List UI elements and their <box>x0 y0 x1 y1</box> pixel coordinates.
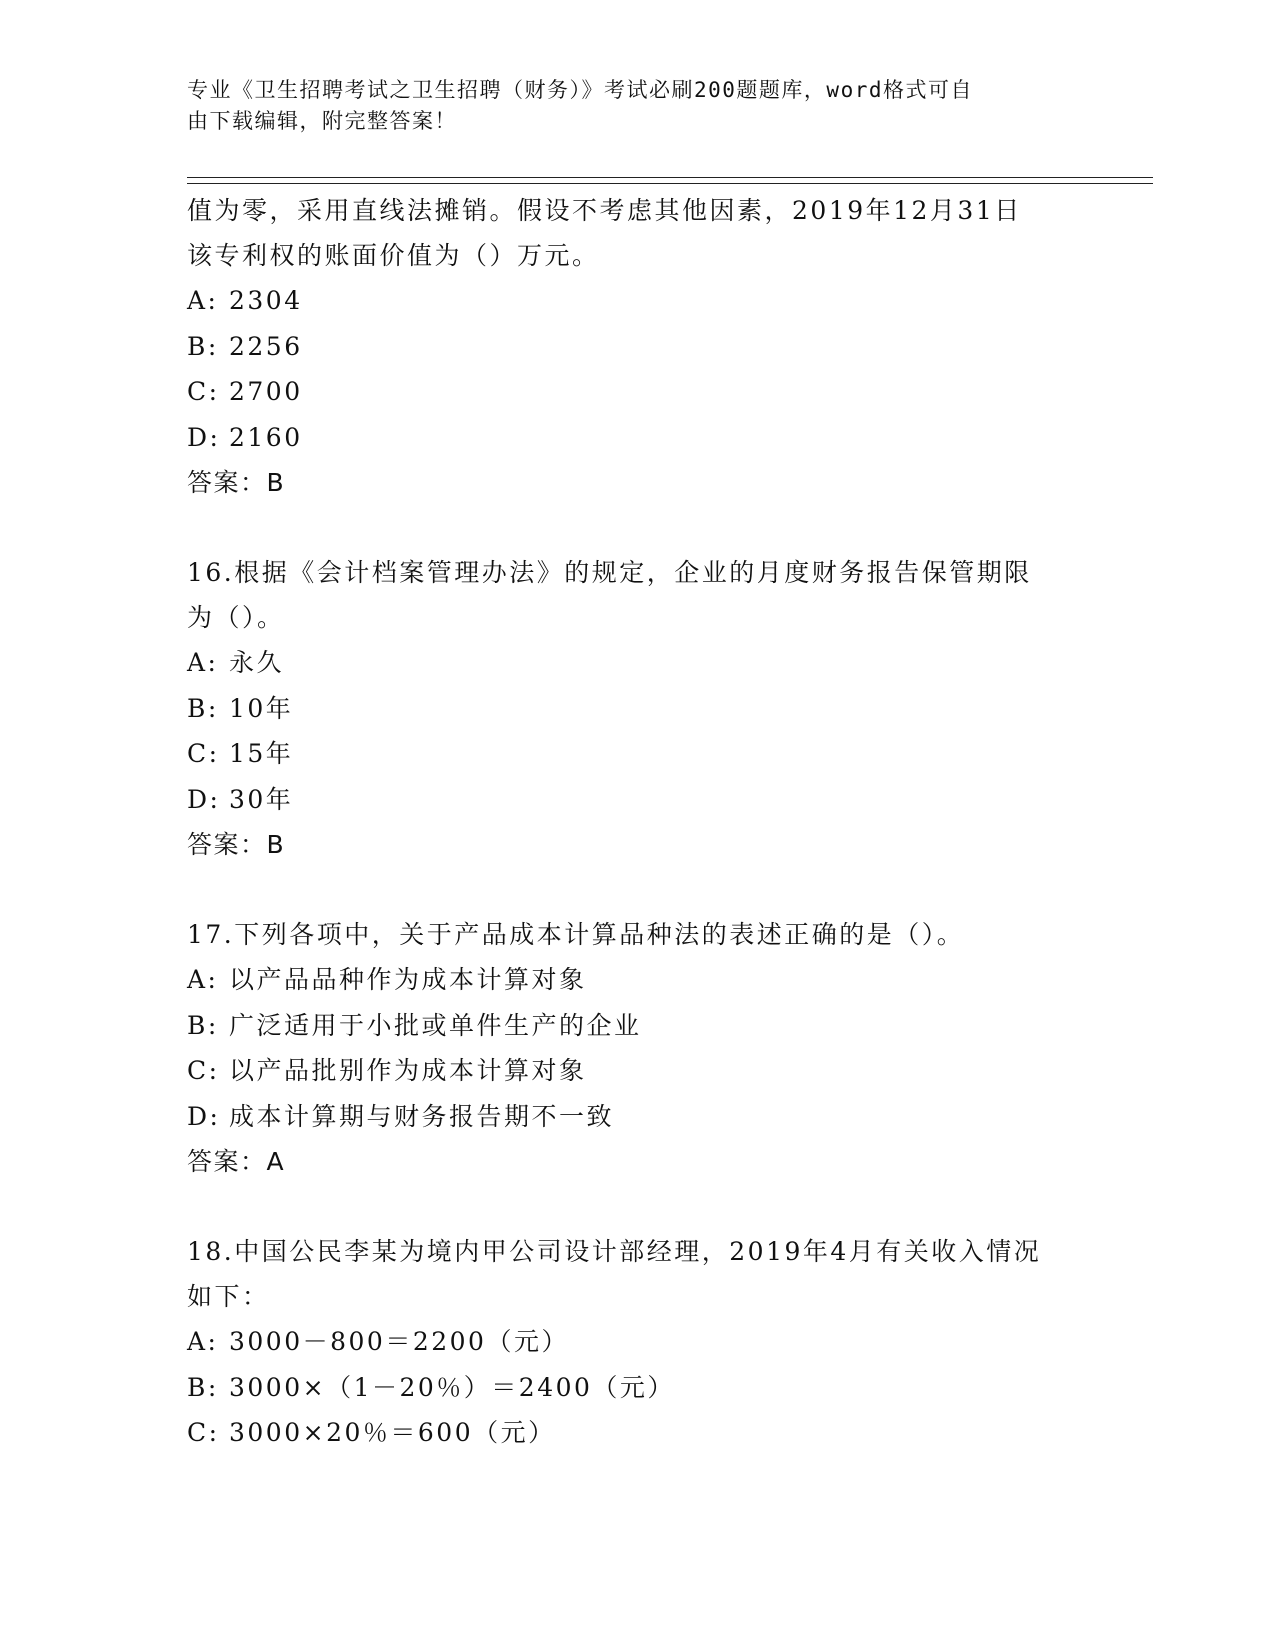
option-c <box>187 369 1087 415</box>
question-stem-line: 如下： <box>187 1282 270 1311</box>
option-text: 成本计算期与财务报告期不一致 <box>229 1101 615 1131</box>
document-header <box>187 75 1067 137</box>
option-text: 2304 <box>229 286 303 315</box>
header-divider-top <box>187 177 1153 178</box>
question-list <box>187 188 1087 1456</box>
question-stem-line: 为（）。 <box>187 603 285 632</box>
question-stem-line: 17.下列各项中，关于产品成本计算品种法的表述正确的是（）。 <box>187 920 965 949</box>
option-key: C: <box>187 739 220 768</box>
question-stem <box>187 188 1087 278</box>
question-stem <box>187 1229 1087 1319</box>
header-divider-bottom <box>187 183 1153 184</box>
option-b <box>187 1003 1087 1049</box>
option-text: 3000－800＝2200（元） <box>229 1327 569 1356</box>
option-c <box>187 1410 1087 1456</box>
option-b <box>187 1365 1087 1411</box>
option-c <box>187 731 1087 777</box>
question-stem <box>187 912 1087 957</box>
option-c <box>187 1048 1087 1094</box>
option-key: B: <box>187 693 219 723</box>
option-key: B: <box>187 1372 219 1402</box>
answer-line: 答案：A <box>187 1147 286 1176</box>
option-text: 以产品批别作为成本计算对象 <box>229 1056 587 1085</box>
question-stem-line: 值为零，采用直线法摊销。假设不考虑其他因素，2019年12月31日 <box>187 196 1022 225</box>
question-stem-line: 16.根据《会计档案管理办法》的规定，企业的月度财务报告保管期限 <box>187 558 1032 587</box>
option-text: 30年 <box>229 784 294 814</box>
header-title-line-1: 专业《卫生招聘考试之卫生招聘（财务）》考试必刷200题题库，word格式可自 <box>187 78 973 102</box>
option-key: C: <box>187 377 220 406</box>
question-block <box>187 1229 1087 1456</box>
question-stem-line: 18.中国公民李某为境内甲公司设计部经理，2019年4月有关收入情况 <box>187 1237 1042 1266</box>
option-a <box>187 278 1087 324</box>
option-text: 2256 <box>229 331 303 361</box>
option-text: 永久 <box>229 648 285 677</box>
option-key: D: <box>187 784 221 814</box>
option-text: 2160 <box>229 422 303 452</box>
option-a <box>187 957 1087 1003</box>
question-block <box>187 912 1087 1185</box>
option-key: A: <box>187 648 219 677</box>
option-b <box>187 686 1087 732</box>
option-text: 15年 <box>229 739 294 768</box>
answer-line: 答案：B <box>187 830 286 859</box>
header-title-line-2: 由下载编辑，附完整答案！ <box>187 109 457 133</box>
question-stem-line: 该专利权的账面价值为（）万元。 <box>187 241 600 270</box>
option-key: A: <box>187 965 219 994</box>
answer-line: 答案：B <box>187 468 286 497</box>
option-text: 10年 <box>229 693 294 723</box>
option-d <box>187 1094 1087 1140</box>
question-block <box>187 188 1087 506</box>
option-text: 2700 <box>229 377 303 406</box>
option-b <box>187 324 1087 370</box>
option-key: C: <box>187 1418 220 1447</box>
option-text: 广泛适用于小批或单件生产的企业 <box>229 1010 642 1040</box>
option-key: A: <box>187 1327 219 1356</box>
option-d <box>187 777 1087 823</box>
option-key: D: <box>187 422 221 452</box>
option-key: B: <box>187 1010 219 1040</box>
option-d <box>187 415 1087 461</box>
question-block <box>187 550 1087 868</box>
option-text: 3000×20％＝600（元） <box>229 1418 556 1447</box>
option-text: 3000×（1－20％）＝2400（元） <box>229 1372 675 1402</box>
option-key: C: <box>187 1056 220 1085</box>
option-key: B: <box>187 331 219 361</box>
option-a <box>187 1319 1087 1365</box>
option-text: 以产品品种作为成本计算对象 <box>229 965 587 994</box>
option-key: D: <box>187 1101 221 1131</box>
option-a <box>187 640 1087 686</box>
question-stem <box>187 550 1087 640</box>
option-key: A: <box>187 286 219 315</box>
